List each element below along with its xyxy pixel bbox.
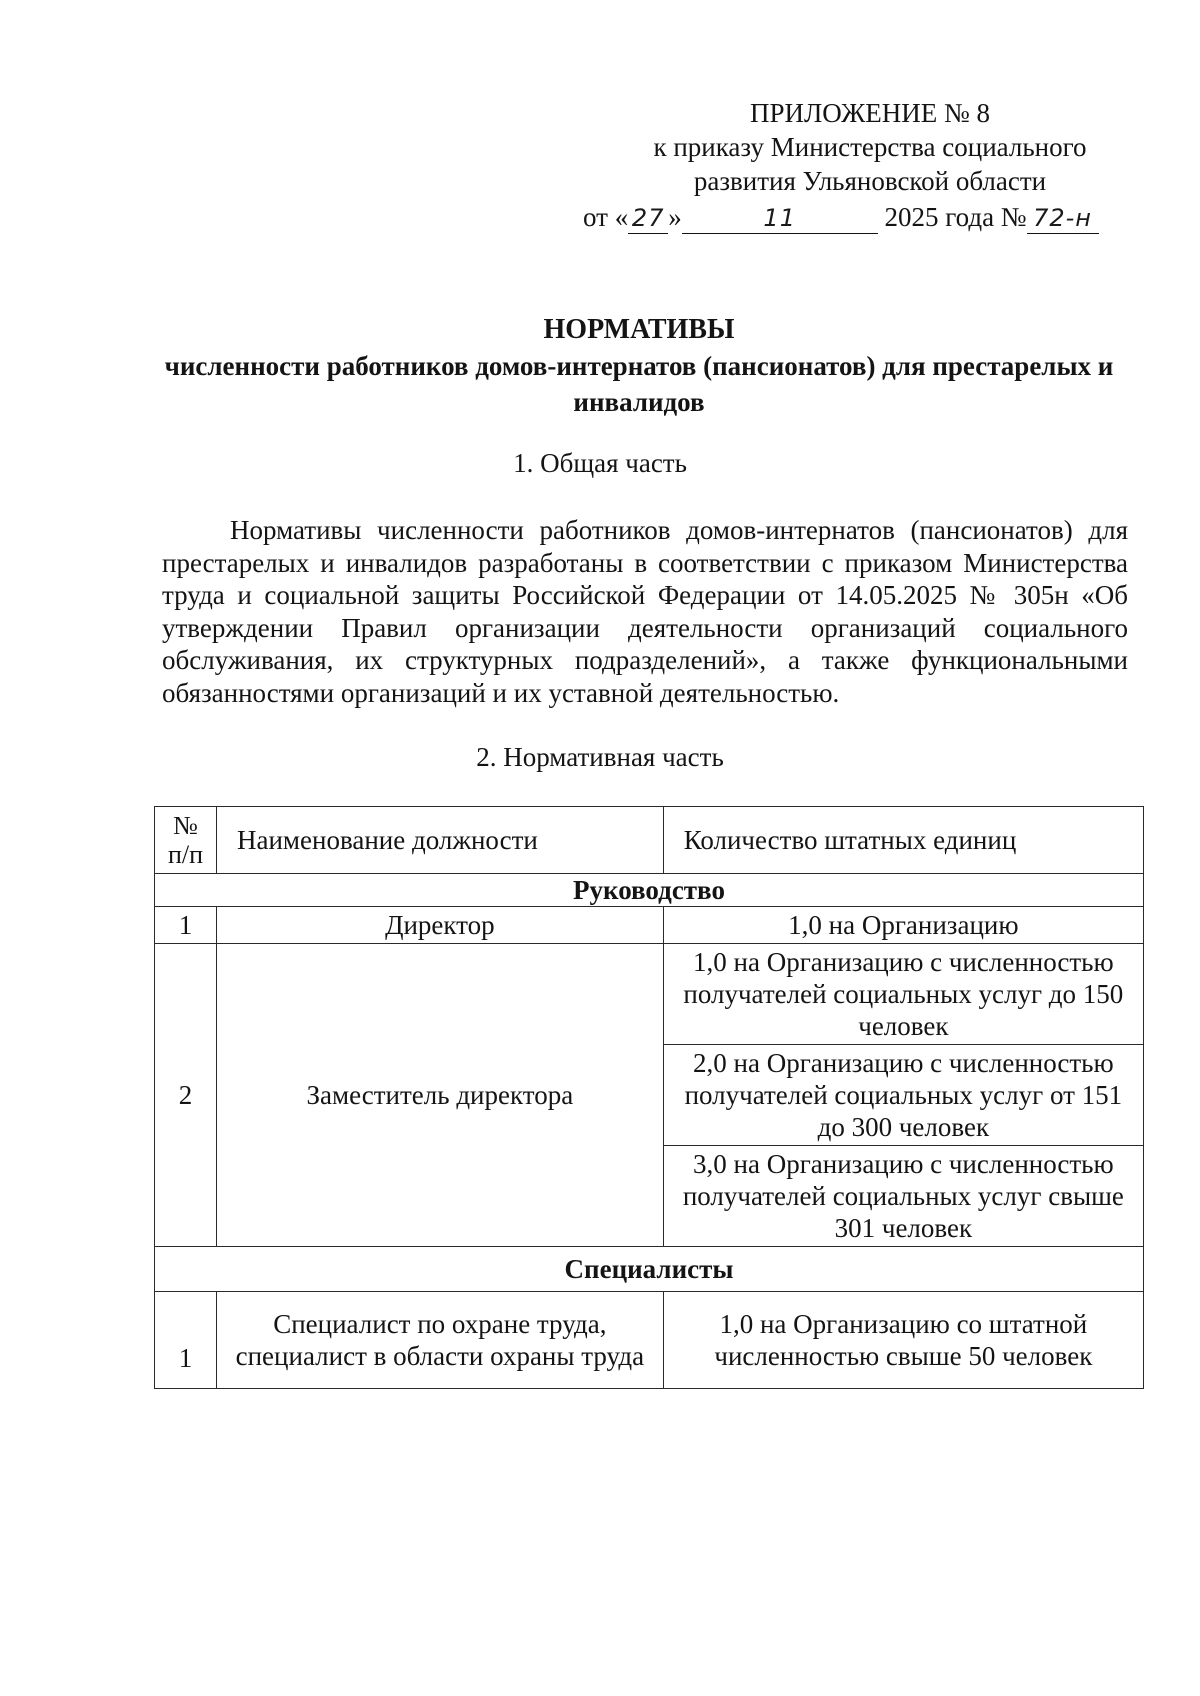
order-reference-line1: к приказу Министерства социального [653,132,1087,162]
table-header-row [155,807,1144,874]
table-row [155,1292,1144,1389]
section-heading-normative: 2. Нормативная часть [476,742,724,772]
document-title [150,312,1128,420]
date-year-text: 2025 года № [884,202,1027,232]
order-number-handwritten: 72-н [1027,203,1099,234]
row-number: 1 [155,1292,217,1389]
date-day-handwritten: 27 [628,203,668,234]
position-name: Заместитель директора [217,944,664,1247]
table-row [155,944,1144,1045]
order-reference-line2: развития Ульяновской области [693,166,1047,196]
column-header-quantity: Количество штатных единиц [663,807,1143,874]
group-title-management: Руководство [155,874,1144,907]
row-number: 2 [155,944,217,1247]
date-month-handwritten: 11 [682,203,878,234]
table-row [155,907,1144,944]
order-date-line [583,200,1099,234]
position-name: Директор [217,907,664,944]
position-name: Специалист по охране труда, специалист в области охраны труда [217,1292,664,1389]
appendix-header [620,96,1120,198]
table-group-row [155,874,1144,907]
title-main: НОРМАТИВЫ [543,314,735,345]
quantity-cell: 3,0 на Организацию с численностью получателей социальных услуг свыше 301 человек [663,1146,1143,1247]
title-subtitle: численности работников домов-интернатов (пансионатов) для престарелых и инвалидов [164,351,1114,417]
table-group-row [155,1247,1144,1292]
quantity-cell: 1,0 на Организацию [663,907,1143,944]
column-header-position: Наименование должности [217,807,664,874]
quantity-cell: 1,0 на Организацию со штатной численностью свыше 50 человек [663,1292,1143,1389]
date-prefix: от « [583,202,629,232]
norms-table [154,806,1144,1389]
date-mid: » [668,202,682,232]
group-title-specialists: Специалисты [155,1247,1144,1292]
appendix-title: ПРИЛОЖЕНИЕ № 8 [749,98,991,128]
quantity-cell: 1,0 на Организацию с численностью получателей социальных услуг до 150 человек [663,944,1143,1045]
section-heading-general: 1. Общая часть [513,448,687,478]
column-header-number: № п/п [155,807,217,874]
general-paragraph: Нормативы численности работников домов-интернатов (пансионатов) для престарелых и инвалидов разработаны в соответствии с приказом Министерства труда и социальной защиты Российской Федерации от 14.05.2025 № 305н «Об утверждении Правил организации деятельности организаций социального обслуживания, их структурных подразделений», а также функциональными обязанностями организаций и их уставной деятельностью. [162,515,1128,708]
row-number: 1 [155,907,217,944]
quantity-cell: 2,0 на Организацию с численностью получателей социальных услуг от 151 до 300 человек [663,1045,1143,1146]
